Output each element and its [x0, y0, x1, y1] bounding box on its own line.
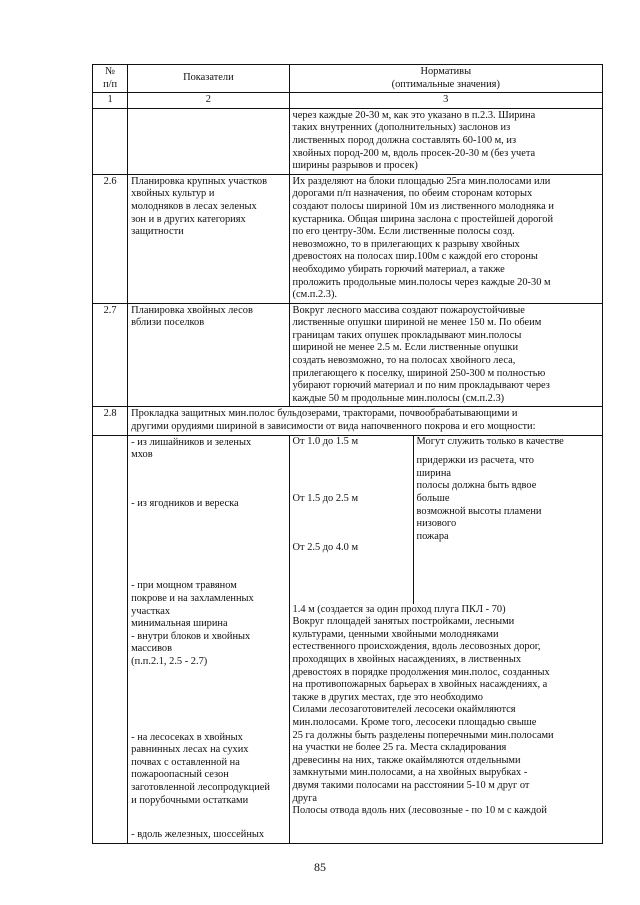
- row-number: 2.6: [93, 174, 128, 303]
- column-numbers-row: [93, 93, 603, 109]
- table-row-2-8: [93, 407, 603, 435]
- row-norm: Вокруг лесного массива создают пожароустойчивые лиственные опушки шириной не менее 150 м. По обеим границам таких опушек прокладывают мин.полосы шириной не менее 2.5 м. Если лиственные опушки создать невозможно, то на полосах хвойного леса, прилегающего к поселку, шириной 250-300 м полностью убирают горючий материал и по ним прокладывают через каждые 50 м продольные мин.полосы (см.п.2.3): [289, 303, 602, 407]
- item-grass: - при мощном травяном: [131, 580, 237, 592]
- items-norms: [289, 435, 602, 843]
- page-number: 85: [314, 860, 326, 874]
- header-num-cell: № п/п: [93, 65, 128, 93]
- table-header-row: [93, 65, 603, 93]
- item-berries: - из ягодников и вереска: [131, 497, 239, 509]
- header-norms-cell: Нормативы (оптимальные значения): [289, 65, 602, 93]
- table-row-2-6: [93, 174, 603, 303]
- note-text: Могут служить только в качестве придержки из расчета, что ширина полосы должна быть вдвое больше возможной высоты пламени низового пожара: [416, 435, 564, 542]
- item-logging: - на лесосеках в хвойных: [131, 731, 243, 743]
- continuation-norm-text: через каждые 20-30 м, как это указано в п.2.3. Ширина таких внутренних (дополнительных) заслонов из лиственных пород должна составлять 60-100 м, из хвойных пород-200 м, вдоль просек-20-30 м (без учета ширины разрывов и просек): [289, 108, 602, 174]
- table-row-2-7: [93, 303, 603, 407]
- row-indicator: Планировка крупных участков хвойных культур и молодняков в лесах зеленых зон и в других категориях защитности: [128, 174, 289, 303]
- logging-norm-text: Силами лесозаготовителей лесосеки окаймляются мин.полосами. Кроме того, лесосеки площадью свыше 25 га должны быть разделены поперечными мин.полосами на участки не более 25 га. Места складирования древесины на них, также окаймляются отдельными замкнутыми мин.полосами, а на хвойных вырубках - двумя такими полосами на расстоянии 5-10 м друг от друга: [292, 704, 554, 804]
- value-grass: От 2.5 до 4.0 м: [292, 541, 359, 553]
- col-number-1: 1: [93, 93, 128, 109]
- value-berries: От 1.5 до 2.5 м: [292, 493, 359, 505]
- row-norm: Их разделяют на блоки площадью 25га мин.полосами или дорогами п/п назначения, по обеим сторонам которых создают полосы шириной 10м из лиственного молодняка и кустарника. Общая ширина заслона с простейшей дорогой по его центру-30м. Если лиственные полосы созд. невозможно, то в прилегающих к разрыву хвойных древостоях на полосах шир.100м с каждой его стороны необходимо убирать горючий материал, а также проложить продольные мин.полосы через каждые 20-30 м (см.п.2.3).: [289, 174, 602, 303]
- header-indicators-cell: Показатели: [128, 65, 289, 93]
- value-lichens: От 1.0 до 1.5 м: [292, 435, 359, 447]
- row-number: 2.7: [93, 303, 128, 407]
- items-values-and-note: [290, 436, 602, 604]
- roads-norm-text: Полосы отвода вдоль них (лесовозные - по 10 м с каждой: [292, 805, 547, 817]
- row-number: 2.8: [93, 407, 128, 435]
- row-indicator: Планировка хвойных лесов вблизи поселков: [128, 303, 289, 407]
- items-indicators-a: - из лишайников и зеленых мхов - из ягодников и вереска - при мощном травяном покрове и на захламленных участках минимальная ширина - внутри блоков и хвойных массивов (п.п.2.1, 2.5 - 2.7) - на лесосеках в хвойных равнинных лесах на сухих почвах с оставленной на пожароопасный сезон заготовленной лесопродукцией и порубочными остатками - вдоль железных, шоссейных: [128, 435, 289, 843]
- item-roads: - вдоль железных, шоссейных: [131, 829, 265, 841]
- item-blocks: - внутри блоков и хвойных: [131, 630, 251, 642]
- row-2-8-title: Прокладка защитных мин.полос бульдозерами, тракторами, почвообрабатывающими и другими орудиями шириной в зависимости от вида напочвенного покрова и его мощности:: [128, 407, 603, 435]
- blocks-norm-text: 1.4 м (создается за один проход плуга ПКЛ - 70) Вокруг площадей занятых постройками, лесными культурами, ценными хвойными молодняками естественного происхождения, вдоль лесовозных дорог, проходящих в хвойных насаждениях, в лиственных древостоях в порядке продолжения мин.полос, созданных на противопожарных барьерах в хвойных насаждениях, а также в других местах, где это необходимо: [292, 603, 550, 703]
- col-number-2: 2: [128, 93, 289, 109]
- table-row-continuation: [93, 108, 603, 174]
- item-lichens: - из лишайников и зеленых: [131, 436, 252, 448]
- norms-table: [92, 64, 603, 844]
- col-number-3: 3: [289, 93, 602, 109]
- table-row-2-8-items: [93, 435, 603, 843]
